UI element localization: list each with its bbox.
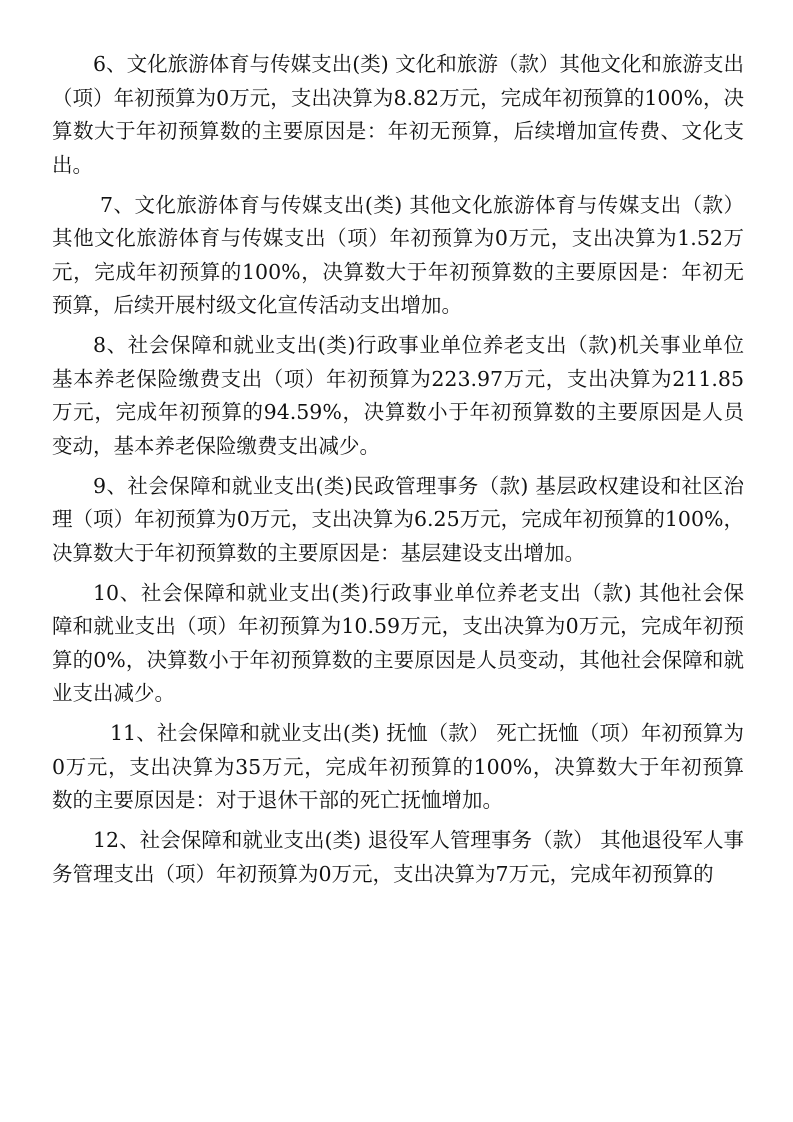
paragraph-item-7: 7、文化旅游体育与传媒支出(类) 其他文化旅游体育与传媒支出（款）其他文化旅游体育与传媒支出（项）年初预算为0万元，支出决算为1.52万元，完成年初预算的100%，决算数大于年初预算数的主要原因是：年初无预算，后续开展村级文化宣传活动支出增加。: [52, 192, 744, 317]
paragraph-item-10: 10、社会保障和就业支出(类)行政事业单位养老支出（款) 其他社会保障和就业支出（项）年初预算为10.59万元，支出决算为0万元，完成年初预算的0%，决算数小于年初预算数的主要原因是人员变动，其他社会保障和就业支出减少。: [52, 580, 744, 705]
paragraph-item-6: 6、文化旅游体育与传媒支出(类) 文化和旅游（款）其他文化和旅游支出（项）年初预算为0万元，支出决算为8.82万元，完成年初预算的100%，决算数大于年初预算数的主要原因是：年初无预算，后续增加宣传费、文化支出。: [52, 52, 744, 177]
document-page: [52, 48, 744, 898]
paragraph-item-11: 11、社会保障和就业支出(类) 抚恤（款） 死亡抚恤（项）年初预算为0万元，支出决算为35万元，完成年初预算的100%，决算数大于年初预算数的主要原因是：对于退休干部的死亡抚恤增加。: [52, 721, 744, 812]
paragraph-item-9: 9、社会保障和就业支出(类)民政管理事务（款) 基层政权建设和社区治理（项）年初预算为0万元，支出决算为6.25万元，完成年初预算的100%，决算数大于年初预算数的主要原因是：基层建设支出增加。: [52, 473, 744, 565]
paragraph-item-8: 8、社会保障和就业支出(类)行政事业单位养老支出（款)机关事业单位基本养老保险缴费支出（项）年初预算为223.97万元，支出决算为211.85万元，完成年初预算的94.59%，决算数小于年初预算数的主要原因是人员变动，基本养老保险缴费支出减少。: [52, 333, 744, 458]
paragraph-item-12: 12、社会保障和就业支出(类) 退役军人管理事务（款） 其他退役军人事务管理支出（项）年初预算为0万元，支出决算为7万元，完成年初预算的: [52, 828, 744, 886]
